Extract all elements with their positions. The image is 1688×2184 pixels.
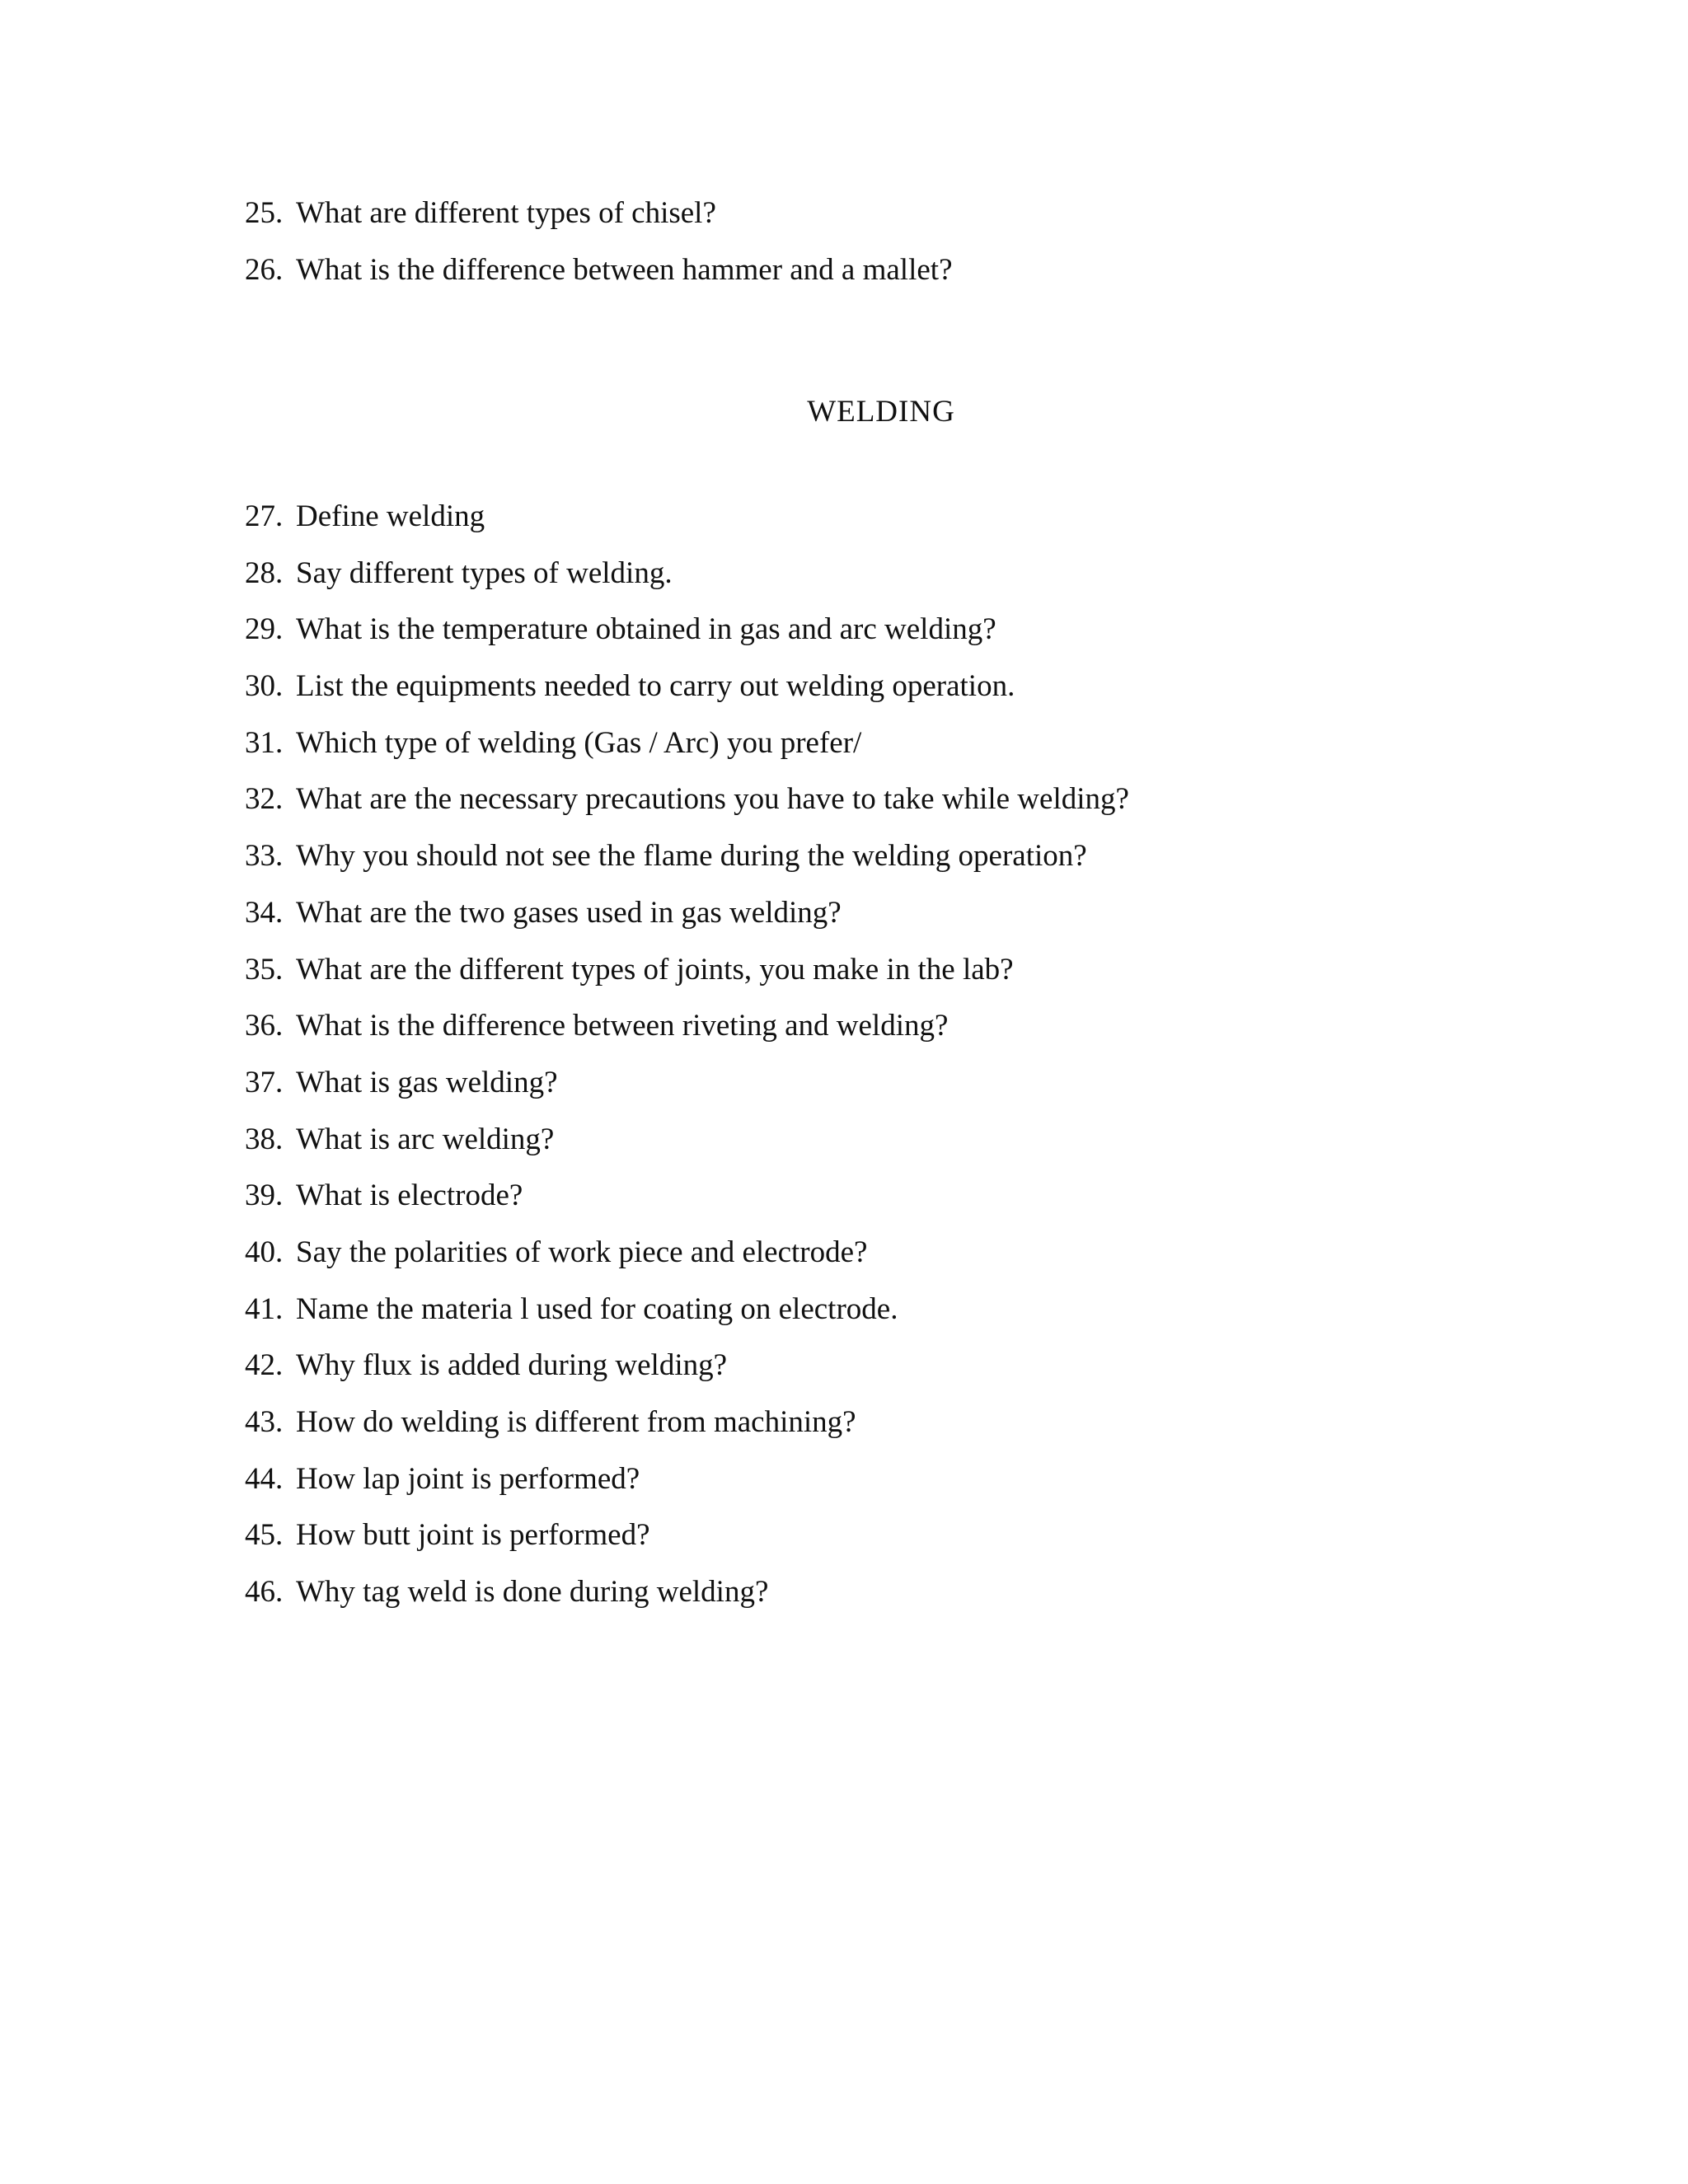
question-number: 31.	[245, 725, 284, 760]
question-item	[245, 1124, 1129, 1181]
question-number: 39.	[245, 1179, 284, 1213]
question-text: What are the necessary precautions you have to take while welding?	[296, 782, 1129, 817]
question-item	[245, 725, 1129, 785]
question-text: What is electrode?	[296, 1179, 523, 1213]
question-item	[245, 501, 1129, 558]
question-item	[245, 784, 1129, 841]
question-number: 33.	[245, 839, 284, 874]
question-text: Which type of welding (Gas / Arc) you prefer/	[296, 725, 862, 760]
question-item	[245, 1291, 1129, 1351]
question-item	[245, 1350, 1129, 1407]
question-list-top	[245, 198, 953, 311]
question-number: 40.	[245, 1235, 284, 1269]
question-number: 43.	[245, 1405, 284, 1439]
question-number: 44.	[245, 1461, 284, 1496]
question-text: How do welding is different from machining?	[296, 1405, 856, 1439]
question-text: What are the different types of joints, you make in the lab?	[296, 952, 1014, 987]
question-number: 25.	[245, 196, 284, 230]
question-text: Define welding	[296, 499, 485, 533]
question-number: 30.	[245, 669, 284, 704]
question-text: What is the temperature obtained in gas and arc welding?	[296, 612, 996, 647]
question-number: 35.	[245, 952, 284, 987]
question-item	[245, 198, 953, 255]
question-item	[245, 1520, 1129, 1577]
question-number: 37.	[245, 1065, 284, 1099]
question-number: 27.	[245, 499, 284, 533]
question-number: 29.	[245, 612, 284, 647]
question-number: 45.	[245, 1518, 284, 1553]
question-text: What is the difference between riveting and welding?	[296, 1009, 949, 1043]
question-number: 32.	[245, 782, 284, 817]
question-item	[245, 841, 1129, 898]
question-item	[245, 555, 1129, 615]
question-number: 34.	[245, 895, 284, 930]
question-number: 46.	[245, 1575, 284, 1610]
question-text: Why flux is added during welding?	[296, 1348, 728, 1383]
question-item	[245, 252, 953, 312]
question-list-welding	[245, 501, 1129, 1633]
question-item	[245, 1577, 1129, 1633]
question-text: Say different types of welding.	[296, 555, 673, 590]
question-item	[245, 1067, 1129, 1124]
question-number: 36.	[245, 1009, 284, 1043]
question-text: What are different types of chisel?	[296, 196, 716, 230]
question-item	[245, 1010, 1129, 1067]
question-text: How butt joint is performed?	[296, 1518, 650, 1553]
question-text: What is the difference between hammer and a mallet?	[296, 252, 953, 287]
question-text: List the equipments needed to carry out welding operation.	[296, 669, 1015, 704]
question-item	[245, 895, 1129, 954]
question-text: Why you should not see the flame during the welding operation?	[296, 839, 1087, 874]
question-number: 38.	[245, 1122, 284, 1156]
question-number: 41.	[245, 1291, 284, 1326]
question-text: What is arc welding?	[296, 1122, 555, 1156]
question-item	[245, 1237, 1129, 1294]
question-item	[245, 954, 1129, 1011]
question-text: What is gas welding?	[296, 1065, 558, 1099]
section-heading-welding: WELDING	[807, 395, 955, 429]
question-item	[245, 1461, 1129, 1521]
question-text: What are the two gases used in gas welding?	[296, 895, 842, 930]
question-text: Name the materia l used for coating on electrode.	[296, 1291, 898, 1326]
question-item	[245, 1407, 1129, 1464]
question-text: Say the polarities of work piece and electrode?	[296, 1235, 868, 1269]
question-text: How lap joint is performed?	[296, 1461, 640, 1496]
question-item	[245, 1180, 1129, 1237]
question-item	[245, 671, 1129, 728]
question-number: 28.	[245, 555, 284, 590]
question-number: 42.	[245, 1348, 284, 1383]
question-text: Why tag weld is done during welding?	[296, 1575, 769, 1610]
question-number: 26.	[245, 252, 284, 287]
question-item	[245, 614, 1129, 671]
